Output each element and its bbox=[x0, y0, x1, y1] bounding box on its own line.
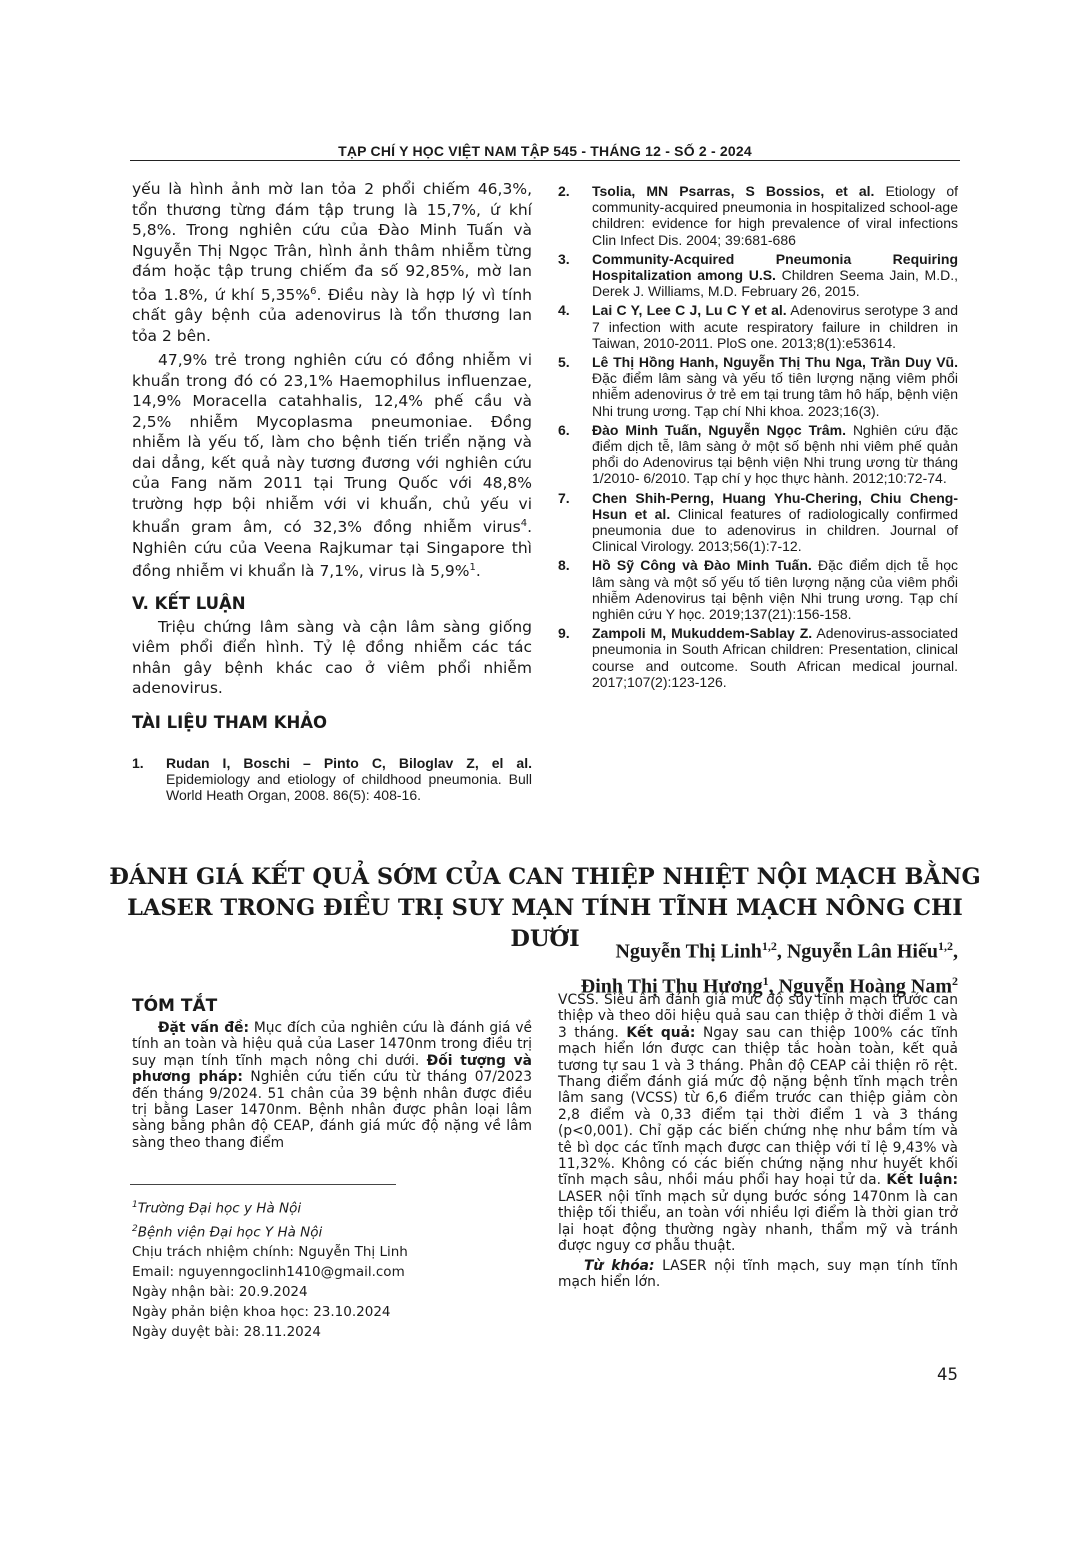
abstract-right bbox=[558, 992, 958, 1290]
review-date: Ngày phản biện khoa học: 23.10.2024 bbox=[132, 1304, 391, 1320]
reference-item: 4. Lai C Y, Lee C J, Lu C Y et al. Adenovirus serotype 3 and 7 infection with acute respiratory failure in children in Taiwan, 2010-2011. PloS one. 2013;8(1):e53614. bbox=[558, 302, 958, 351]
author-list: Nguyễn Thị Linh$^{1,2}$, Nguyễn Lân Hiếu$^{1,2}$, Đinh Thị Thu Hương$^1$, Nguyễn Hoàng Nam$^2$ bbox=[580, 939, 958, 998]
reference-item: 8. Hồ Sỹ Công và Đào Minh Tuấn. Đặc điểm dịch tễ học lâm sàng và một số yếu tố tiên lượng nặng của viêm phổi nhiễm Adenovirus tại bệnh viện Nhi trung ương. Tạp chí nghiên cứu Y học. 2019;137(21):156-158. bbox=[558, 557, 958, 623]
reference-item: 2. Tsolia, MN Psarras, S Bossios, et al. Etiology of community-acquired pneumonia in hospitalized school-age children: evidence for high prevalence of viral infections Clin Infect Dis. 2004; 39:681-686 bbox=[558, 183, 959, 248]
citation: 4 bbox=[520, 518, 528, 530]
left-column bbox=[132, 179, 532, 732]
conclusion-text: Triệu chứng lâm sàng và cận lâm sàng giống viêm phổi điển hình. Tỷ lệ đồng nhiễm các tác nhân gây bệnh khác cao ở viêm phổi nhiễm adenovirus. bbox=[132, 617, 532, 698]
references-right bbox=[558, 183, 958, 693]
footnotes bbox=[132, 1195, 432, 1342]
accepted-date: Ngày duyệt bài: 28.11.2024 bbox=[132, 1324, 321, 1340]
affiliation-1: $^1$Trường Đại học y Hà Nội bbox=[132, 1200, 302, 1217]
keywords: Từ khóa: LASER nội tĩnh mạch, suy mạn tính tĩnh mạch hiển lớn. bbox=[558, 1257, 958, 1290]
abstract-text-right: VCSS. Siêu âm đánh giá mức độ suy tĩnh mạch trước can thiệp và theo dõi hiệu quả sau can thiệp ở thời điểm 1 và 3 tháng. Kết quả: Ngay sau can thiệp 100% các tĩnh mạch hiển lớn được can thiệp tắc hoàn toàn, kết quả tương tự sau 1 và 3 tháng. Phân độ CEAP cải thiện rõ rệt. Thang điểm đánh giá mức độ nặng bệnh tĩnh mạch trên lâm sang (VCSS) từ 6,6 điểm trước can thiệp giảm còn 2,8 điểm và 0,33 điểm tại thời điểm 1 và 3 tháng (p<0,001). Chỉ gặp các biến chứng nhẹ như bầm tím và tê bì dọc các tĩnh mạch được can thiệp với tỉ lệ 9,43% và 11,32%. Không có các biến chứng nặng như huyết khối tĩnh mạch sâu, nhồi máu phổi hay hoại tử da. Kết luận: LASER nội tĩnh mạch sử dụng bước sóng 1470nm là can thiệp tối thiểu, an toàn với nhiều lợi điểm là thời gian trở lại hoạt động thường ngày nhanh, thẩm mỹ và tránh được nguy cơ phẫu thuật. bbox=[558, 992, 958, 1255]
conclusion-heading: V. KẾT LUẬN bbox=[132, 593, 246, 613]
reference-item: 1. Rudan I, Boschi – Pinto C, Biloglav Z, el al. Epidemiology and etiology of childhood pneumonia. Bull World Heath Organ, 2008. 86(5): 408-16. bbox=[132, 755, 532, 804]
received-date: Ngày nhận bài: 20.9.2024 bbox=[132, 1284, 308, 1300]
article-title: ĐÁNH GIÁ KẾT QUẢ SỚM CỦA CAN THIỆP NHIỆT NỘI MẠCH BẰNG LASER TRONG ĐIỀU TRỊ SUY MẠN TÍNH TĨNH MẠCH NÔNG CHI DƯỚI bbox=[109, 864, 981, 952]
email: Email: nguyenngoclinh1410@gmail.com bbox=[132, 1264, 405, 1280]
abstract-left bbox=[132, 996, 532, 1151]
citation: 1 bbox=[469, 562, 476, 574]
citation: 6 bbox=[310, 285, 317, 297]
corresponding-author: Chịu trách nhiệm chính: Nguyễn Thị Linh bbox=[132, 1244, 408, 1260]
reference-item: 3. Community-Acquired Pneumonia Requiring Hospitalization among U.S. Children Seema Jain, M.D., Derek J. Williams, M.D. February 26, 2015. bbox=[558, 250, 958, 300]
author-name: Nguyễn Lân Hiếu bbox=[786, 940, 938, 963]
affiliation-2: $^2$Bệnh viện Đại học Y Hà Nội bbox=[132, 1223, 323, 1240]
abstract-heading: TÓM TẮT bbox=[132, 996, 218, 1016]
discussion-paragraph-2: 47,9% trẻ trong nghiên cứu có đồng nhiễm vi khuẩn trong đó có 23,1% Haemophilus influenzae, 14,9% Moracella catahhalis, 12,4% phế cầu và 2,5% nhiễm Mycoplasma pneumoniae. Đồng nhiễm là yếu tố, làm cho bệnh tiến triển nặng và dai dẳng, kết quả này tương đương với nghiên cứu của Fang năm 2011 tại Trung Quốc với 48,8% trường hợp bội nhiễm với vi khuẩn, chủ yếu vi khuẩn gram âm, có 32,3% đồng nhiễm virus$^4$. Nghiên cứu của Veena Rajkumar tại Singapore thì đồng nhiễm vi khuẩn là 7,1%, virus là 5,9%$^1$. bbox=[132, 351, 532, 581]
reference-item: 5. Lê Thị Hồng Hanh, Nguyễn Thị Thu Nga, Trần Duy Vũ. Đặc điểm lâm sàng và yếu tố tiên lượng nặng viêm phổi nhiễm adenovirus ở trẻ em tại trung tâm hô hấp, bệnh viện Nhi trung ương. Tạp chí Nhi khoa. 2023;16(3). bbox=[558, 354, 958, 419]
author-name: Nguyễn Thị Linh bbox=[615, 940, 762, 963]
abstract-text-left: Đặt vấn đề: Mục đích của nghiên cứu là đánh giá về tính an toàn và hiệu quả của Laser 1470nm trong điều trị suy mạn tính tĩnh mạch nông chi dưới. Đối tượng và phương pháp: Nghiên cứu tiến cứu từ tháng 07/2023 đến tháng 9/2024. 51 chân của 39 bệnh nhân được điều trị bằng Laser 1470nm. Bệnh nhân được phân loại lâm sàng bằng phân độ CEAP, đánh giá mức độ nặng về lâm sàng theo thang điểm bbox=[132, 1020, 533, 1151]
reference-item: 9. Zampoli M, Mukuddem-Sablay Z. Adenovirus-associated pneumonia in South African children: Presentation, clinical course and outcome. South African medical journal. 2017;107(2):123-126. bbox=[558, 625, 958, 690]
reference-item: 6. Đào Minh Tuấn, Nguyễn Ngọc Trâm. Nghiên cứu đặc điểm dịch tễ, lâm sàng ở một số bệnh nhi viêm phế quản phổi do Adenovirus tại bệnh viện Nhi trung ương từ tháng 1/2010- 6/2010. Tạp chí y học thực hành. 2012;10:72-74. bbox=[558, 421, 958, 487]
footnote-divider bbox=[130, 1184, 396, 1185]
journal-header: TẠP CHÍ Y HỌC VIỆT NAM TẬP 545 - THÁNG 12 - SỐ 2 - 2024 bbox=[338, 143, 752, 159]
page-number: 45 bbox=[937, 1365, 958, 1384]
author-name: Đinh Thị Thu Hương bbox=[580, 975, 763, 998]
author-name: Nguyễn Hoàng Nam bbox=[778, 975, 952, 998]
reference-item: 7. Chen Shih-Perng, Huang Yhu-Chering, Chiu Cheng-Hsun et al. Clinical features of radiologically confirmed pneumonia due to adenovirus in children. Journal of Clinical Virology. 2013;56(1):7-12. bbox=[558, 489, 959, 555]
discussion-paragraph-1: yếu là hình ảnh mờ lan tỏa 2 phổi chiếm 46,3%, tổn thương từng đám tập trung là 15,7%, ứ khí 5,8%. Trong nghiên cứu của Đào Minh Tuấn và Nguyễn Thị Ngọc Trân, hình ảnh thâm nhiễm từng đám hoặc tập trung chiếm đa số 92,85%, mờ lan tỏa 1.8%, ứ khí 5,35%$^6$. Điều này là hợp lý vì tính chất gây bệnh của adenovirus là tổn thương lan tỏa 2 bên. bbox=[132, 180, 533, 345]
header-divider bbox=[130, 160, 960, 161]
references-left bbox=[132, 755, 532, 807]
references-heading: TÀI LIỆU THAM KHẢO bbox=[132, 712, 328, 732]
